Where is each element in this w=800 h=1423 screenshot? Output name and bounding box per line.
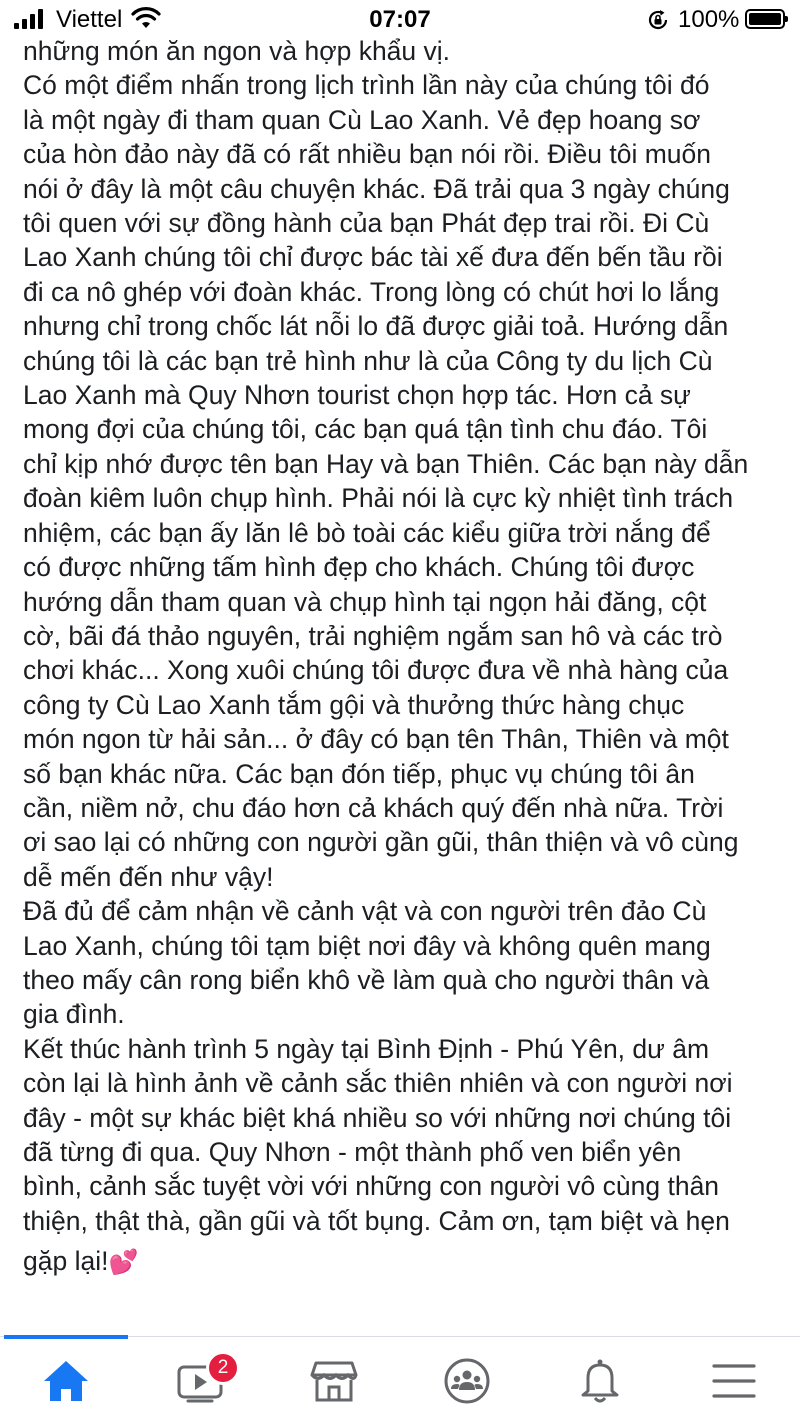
post-line: hướng dẫn tham quan và chụp hình tại ngọn hải đăng, cột bbox=[23, 586, 707, 617]
post-line: là một ngày đi tham quan Cù Lao Xanh. Vẻ đẹp hoang sơ bbox=[23, 104, 701, 135]
post-line: theo mấy cân rong biển khô về làm quà cho người thân và bbox=[23, 964, 710, 995]
post-line: tôi quen với sự đồng hành của bạn Phát đẹp trai rồi. Đi Cù bbox=[23, 208, 710, 239]
post-line: công ty Cù Lao Xanh tắm gội và thưởng thức hàng chục bbox=[23, 689, 685, 720]
post-line: Lao Xanh chúng tôi chỉ được bác tài xế đưa đến bến tầu rồi bbox=[23, 242, 723, 273]
post-line: đoàn kiêm luôn chụp hình. Phải nói là cực kỳ nhiệt tình trách bbox=[23, 483, 734, 514]
tab-menu[interactable] bbox=[702, 1353, 766, 1409]
bottom-tab-bar bbox=[0, 1336, 800, 1423]
post-line: chơi khác... Xong xuôi chúng tôi được đưa về nhà hàng của bbox=[23, 655, 729, 686]
tab-marketplace[interactable] bbox=[302, 1353, 366, 1409]
marketplace-icon bbox=[310, 1359, 358, 1403]
tab-groups[interactable] bbox=[435, 1353, 499, 1409]
post-line: Kết thúc hành trình 5 ngày tại Bình Định - Phú Yên, dư âm bbox=[23, 1033, 710, 1064]
active-tab-indicator bbox=[4, 1335, 128, 1339]
post-line: của hòn đảo này đã có rất nhiều bạn nói rồi. Điều tôi muốn bbox=[23, 139, 711, 170]
watch-notification-badge: 2 bbox=[206, 1351, 240, 1385]
post-line: nhưng chỉ trong chốc lát nỗi lo đã được giải toả. Hướng dẫn bbox=[23, 311, 729, 342]
carrier-name: Viettel bbox=[56, 6, 123, 33]
groups-icon bbox=[443, 1357, 491, 1405]
battery-icon bbox=[745, 9, 785, 29]
post-line: những món ăn ngon và hợp khẩu vị. bbox=[23, 36, 451, 66]
home-icon bbox=[42, 1359, 90, 1403]
post-line: chúng tôi là các bạn trẻ hình như là của Công ty du lịch Cù bbox=[23, 345, 713, 376]
post-line: đây - một sự khác biệt khá nhiều so với những nơi chúng tôi bbox=[23, 1102, 732, 1133]
post-line: thiện, thật thà, gần gũi và tốt bụng. Cảm ơn, tạm biệt và hẹn bbox=[23, 1205, 730, 1236]
post-line: Có một điểm nhấn trong lịch trình lần này của chúng tôi đó bbox=[23, 70, 710, 101]
post-text bbox=[23, 34, 783, 1281]
post-line: bình, cảnh sắc tuyệt vời với những con người vô cùng thân bbox=[23, 1171, 720, 1202]
status-time: 07:07 bbox=[369, 6, 431, 33]
tab-notifications[interactable] bbox=[568, 1353, 632, 1409]
post-line: nói ở đây là một câu chuyện khác. Đã trải qua 3 ngày chúng bbox=[23, 173, 730, 204]
post-line: mong đợi của chúng tôi, các bạn quá tận tình chu đáo. Tôi bbox=[23, 414, 708, 445]
two-hearts-emoji: 💕 bbox=[108, 1249, 139, 1277]
battery-percentage: 100% bbox=[678, 6, 740, 33]
post-line: Đã đủ để cảm nhận về cảnh vật và con người trên đảo Cù bbox=[23, 896, 707, 927]
post-line: đi ca nô ghép với đoàn khác. Trong lòng có chút hơi lo lắng bbox=[23, 276, 720, 307]
post-line: chỉ kịp nhớ được tên bạn Hay và bạn Thiên. Các bạn này dẫn bbox=[23, 448, 749, 479]
post-line: món ngon từ hải sản... ở đây có bạn tên Thân, Thiên và một bbox=[23, 724, 729, 755]
menu-icon bbox=[712, 1361, 756, 1401]
post-line: cờ, bãi đá thảo nguyên, trải nghiệm ngắm san hô và các trò bbox=[23, 620, 723, 651]
rotation-lock-icon bbox=[646, 8, 670, 32]
tab-home[interactable] bbox=[34, 1353, 98, 1409]
post-lines bbox=[23, 34, 783, 1238]
post-line: còn lại là hình ảnh về cảnh sắc thiên nhiên và con người nơi bbox=[23, 1068, 733, 1099]
post-last-line-text: gặp lại! bbox=[23, 1246, 109, 1277]
post-line: có được những tấm hình đẹp cho khách. Chúng tôi được bbox=[23, 552, 695, 583]
post-last-line bbox=[23, 1244, 783, 1280]
post-line: số bạn khác nữa. Các bạn đón tiếp, phục vụ chúng tôi ân bbox=[23, 758, 695, 789]
post-line: cần, niềm nở, chu đáo hơn cả khách quý đến nhà nữa. Trời bbox=[23, 792, 724, 823]
post-line: đã từng đi qua. Quy Nhơn - một thành phố ven biển yên bbox=[23, 1137, 682, 1167]
post-line: nhiệm, các bạn ấy lăn lê bò toài các kiểu giữa trời nắng để bbox=[23, 517, 711, 548]
post-line: ơi sao lại có những con người gần gũi, thân thiện và vô cùng bbox=[23, 827, 739, 858]
post-line: Lao Xanh mà Quy Nhơn tourist chọn hợp tác. Hơn cả sự bbox=[23, 380, 691, 411]
post-line: Lao Xanh, chúng tôi tạm biệt nơi đây và không quên mang bbox=[23, 930, 711, 961]
post-line: dễ mến đến như vậy! bbox=[23, 861, 274, 892]
notifications-bell-icon bbox=[576, 1357, 624, 1405]
post-line: gia đình. bbox=[23, 999, 125, 1030]
